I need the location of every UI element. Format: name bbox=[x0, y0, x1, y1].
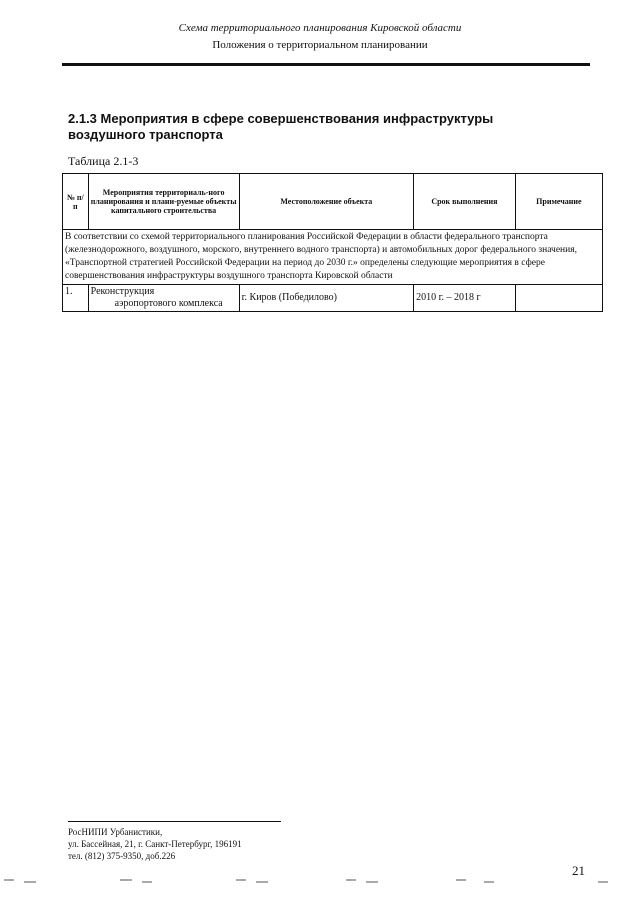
column-header-note: Примечание bbox=[515, 174, 602, 230]
scan-edge-marks bbox=[0, 876, 640, 884]
table-header-row bbox=[63, 174, 603, 230]
cell-location: г. Киров (Победилово) bbox=[239, 285, 414, 312]
page-number: 21 bbox=[572, 863, 585, 878]
section-heading bbox=[68, 111, 568, 143]
cell-measure bbox=[88, 285, 239, 312]
footer-block bbox=[68, 826, 242, 862]
footer-divider bbox=[68, 821, 281, 822]
section-heading-line-1: 2.1.3 Мероприятия в сфере совершенствования инфраструктуры bbox=[68, 111, 494, 126]
footer-address: ул. Бассейная, 21, г. Санкт-Петербург, 196191 bbox=[68, 839, 242, 849]
cell-measure-line-1: Реконструкция bbox=[90, 286, 155, 297]
column-header-term: Срок выполнения bbox=[414, 174, 516, 230]
header-divider bbox=[62, 63, 590, 66]
footer-phone: тел. (812) 375-9350, доб.226 bbox=[68, 851, 176, 861]
column-header-number: № п/п bbox=[63, 174, 89, 230]
table-intro-text: В соответствии со схемой территориального планирования Российской Федерации в области федерального транспорта (железнодорожного, воздушного, морского, внутреннего водного транспорта) и автомобильных дорог федерального значения, «Транспортной стратегией Российской Федерации на период до 2030 г.» определены следующие мероприятия в сфере совершенствования инфраструктуры воздушного транспорта Кировской области bbox=[63, 230, 603, 285]
cell-term: 2010 г. – 2018 г bbox=[414, 285, 516, 312]
table-intro-row bbox=[63, 230, 603, 285]
column-header-measures: Мероприятия территориаль-ного планирования и плани-руемые объекты капитального строительства bbox=[88, 174, 239, 230]
cell-number: 1. bbox=[63, 285, 89, 312]
table-row bbox=[63, 285, 603, 312]
table-caption: Таблица 2.1-3 bbox=[68, 154, 139, 168]
cell-note bbox=[515, 285, 602, 312]
footer-org: РосНИПИ Урбанистики, bbox=[68, 827, 163, 837]
document-header-title: Схема территориального планирования Кировской области bbox=[178, 22, 462, 34]
section-heading-line-2: воздушного транспорта bbox=[68, 127, 223, 142]
document-header-subtitle: Положения о территориальном планировании bbox=[212, 39, 428, 51]
measures-table bbox=[62, 173, 603, 312]
cell-measure-line-2: аэропортового комплекса bbox=[114, 298, 223, 309]
column-header-location: Местоположение объекта bbox=[239, 174, 414, 230]
